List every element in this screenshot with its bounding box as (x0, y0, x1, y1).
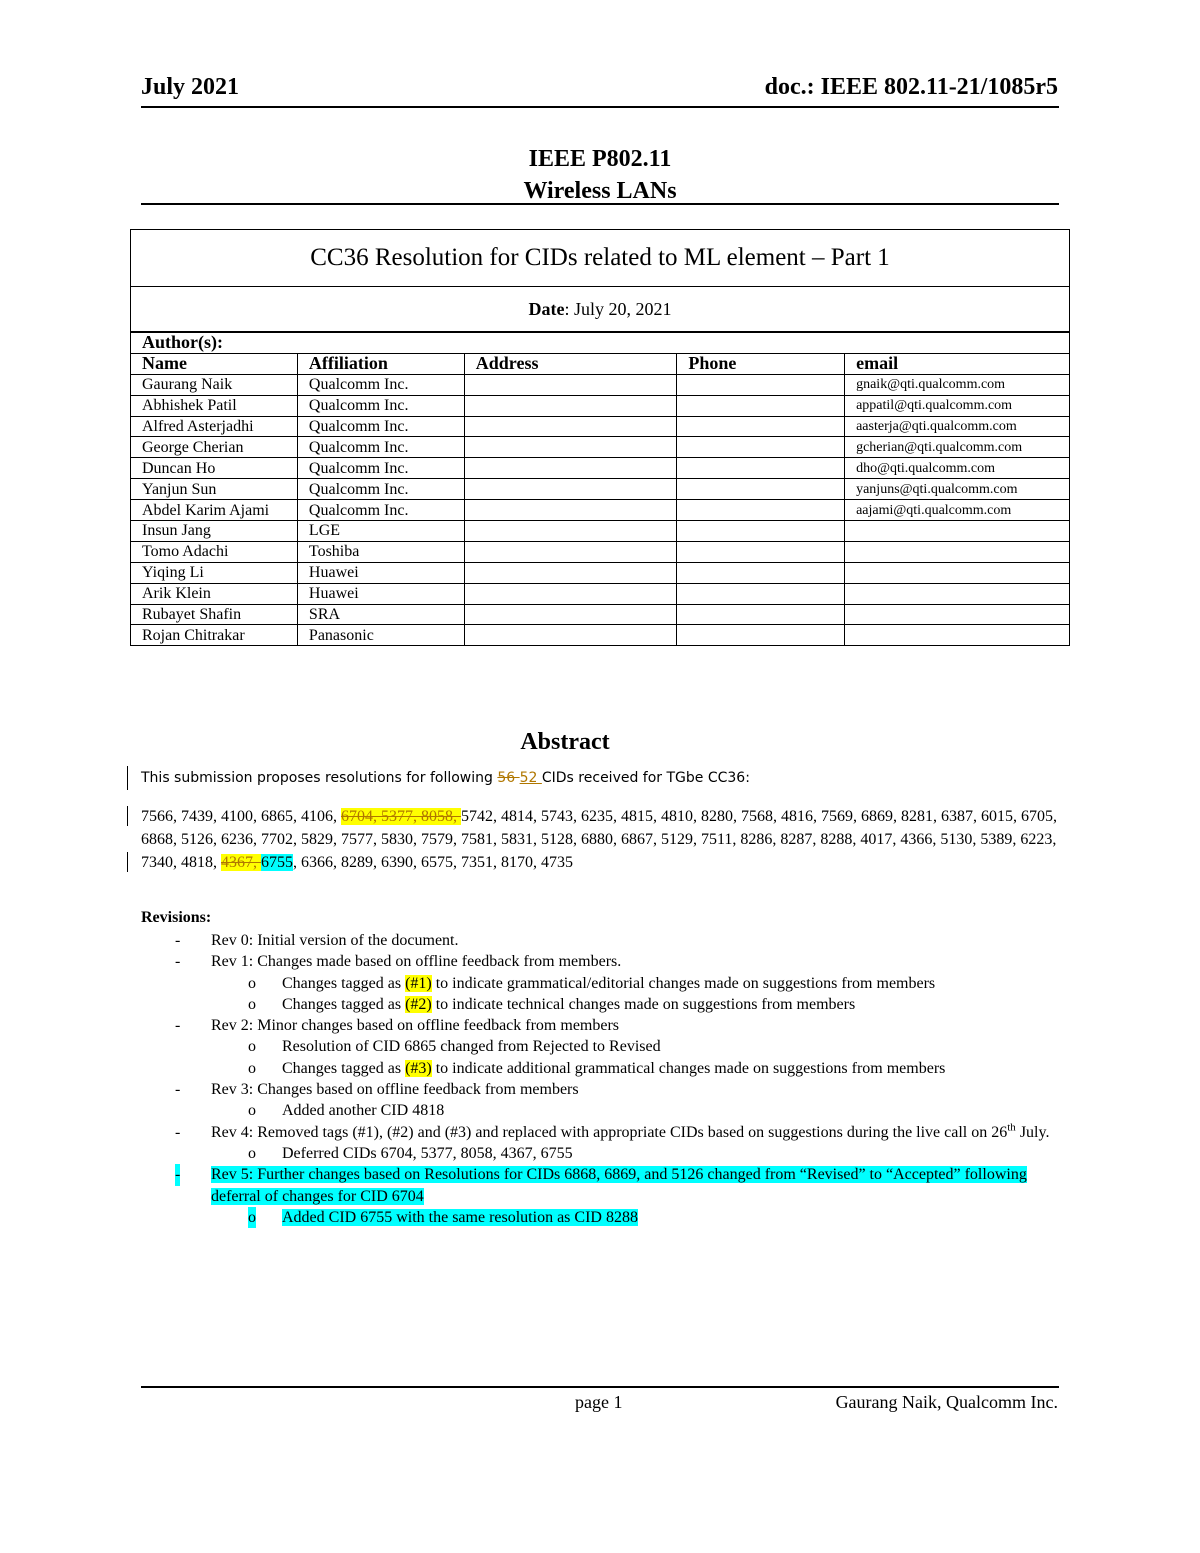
author-name: Abhishek Patil (131, 395, 298, 416)
author-email (845, 625, 1070, 646)
author-name: Yiqing Li (131, 562, 298, 583)
dash-bullet: - (175, 1164, 180, 1185)
cid-list (141, 805, 1065, 874)
intro-text: This submission proposes resolutions for following (141, 770, 498, 786)
author-affiliation: Toshiba (297, 541, 464, 562)
revision-text: Changes tagged as (282, 1059, 406, 1077)
author-row (131, 625, 1070, 646)
author-phone (677, 374, 845, 395)
revision-item (141, 1079, 1061, 1100)
revision-subitem (141, 1058, 1061, 1079)
col-phone: Phone (677, 353, 845, 374)
circle-bullet: o (248, 1038, 256, 1056)
author-email: gcherian@qti.qualcomm.com (845, 437, 1070, 458)
dash-bullet: - (175, 932, 181, 949)
revision-text: Rev 5: Further changes based on Resolutions for CIDs 6868, 6869, and 5126 changed from “Revised” to “Accepted” following deferral of changes for CID 6704 (211, 1166, 1027, 1205)
authors-label: Author(s): (131, 333, 1070, 354)
author-row (131, 604, 1070, 625)
document-meta-table (130, 229, 1070, 332)
col-email: email (845, 353, 1070, 374)
dash-bullet: - (175, 1017, 181, 1035)
cid-text: , 6366, 8289, 6390, 6575, 7351, 8170, 4735 (293, 854, 573, 871)
author-affiliation: Huawei (297, 583, 464, 604)
revision-text: Added another CID 4818 (282, 1102, 445, 1120)
author-email (845, 521, 1070, 542)
cid-text: 5742, 4814, 5743, 6235, 4815, 4810, 8280, 7568, 4816, 7569, 6869, 8281, 6387, 6015, 6705, 6868, 5126, 6236, 7702, 5829, 7577, 5830, 7579, 7581, 5831, 5128, 6880, 6867, 5129, 7511, 8286, 8287, 8288, 4017, 4366, 5130, 5389, 6223, 7340, 4818, (141, 808, 1057, 871)
deleted-count: 56 (497, 770, 520, 786)
author-email: yanjuns@qti.qualcomm.com (845, 479, 1070, 500)
header-doc-id: doc.: IEEE 802.11-21/1085r5 (764, 74, 1058, 100)
author-row (131, 479, 1070, 500)
circle-bullet: o (248, 1144, 256, 1162)
cid-text: 7566, 7439, 4100, 6865, 4106, (141, 808, 341, 825)
added-cid: 6755 (261, 854, 293, 871)
revision-text: to indicate additional grammatical changes made on suggestions from members (431, 1059, 946, 1077)
title-rule (141, 203, 1059, 205)
author-address (464, 583, 677, 604)
deleted-cids: 6704, 5377, 8058, (341, 808, 461, 825)
change-tag: (#2) (405, 995, 432, 1013)
author-name: Insun Jang (131, 521, 298, 542)
author-email: aajami@qti.qualcomm.com (845, 500, 1070, 521)
author-row (131, 416, 1070, 437)
intro-text-end: CIDs received for TGbe CC36: (541, 770, 750, 786)
author-row (131, 395, 1070, 416)
author-address (464, 562, 677, 583)
revisions-list (141, 930, 1061, 1228)
author-row (131, 458, 1070, 479)
revision-text: Rev 1: Changes made based on offline feedback from members. (211, 953, 622, 971)
abstract-heading: Abstract (520, 729, 610, 755)
author-affiliation: Qualcomm Inc. (297, 374, 464, 395)
author-email (845, 541, 1070, 562)
author-address (464, 541, 677, 562)
revision-item (141, 951, 1061, 972)
document-date (131, 287, 1070, 332)
author-address (464, 416, 677, 437)
revision-subitem (141, 1207, 1061, 1228)
circle-bullet: o (248, 974, 256, 992)
author-phone (677, 541, 845, 562)
authors-table (130, 332, 1070, 646)
author-affiliation: Qualcomm Inc. (297, 395, 464, 416)
revision-subitem (141, 1100, 1061, 1121)
date-label: Date (528, 298, 565, 319)
author-affiliation: Qualcomm Inc. (297, 500, 464, 521)
revision-text: Deferred CIDs 6704, 5377, 8058, 4367, 6755 (282, 1144, 573, 1162)
author-email: dho@qti.qualcomm.com (845, 458, 1070, 479)
revision-subitem (141, 1143, 1061, 1164)
circle-bullet: o (248, 1207, 256, 1228)
author-row (131, 521, 1070, 542)
author-phone (677, 500, 845, 521)
author-phone (677, 458, 845, 479)
change-tag: (#3) (405, 1059, 432, 1077)
author-email (845, 583, 1070, 604)
author-email: gnaik@qti.qualcomm.com (845, 374, 1070, 395)
author-name: Gaurang Naik (131, 374, 298, 395)
abstract-intro (141, 770, 750, 786)
author-phone (677, 437, 845, 458)
author-name: Alfred Asterjadhi (131, 416, 298, 437)
deleted-cids: 4367, (221, 854, 261, 871)
revisions-heading: Revisions: (141, 909, 212, 926)
author-phone (677, 521, 845, 542)
revision-subitem (141, 973, 1061, 994)
footer-rule (141, 1386, 1059, 1388)
author-address (464, 500, 677, 521)
change-tag: (#1) (405, 974, 432, 992)
author-address (464, 521, 677, 542)
author-address (464, 625, 677, 646)
change-bar (127, 766, 128, 790)
col-name: Name (131, 353, 298, 374)
change-bar (127, 852, 128, 872)
revision-text: Rev 2: Minor changes based on offline feedback from members (211, 1017, 620, 1035)
author-row (131, 500, 1070, 521)
author-address (464, 437, 677, 458)
date-value: : July 20, 2021 (564, 298, 672, 319)
author-email (845, 604, 1070, 625)
circle-bullet: o (248, 995, 256, 1013)
revision-item (141, 1122, 1061, 1143)
dash-bullet: - (175, 1081, 181, 1099)
document-title: CC36 Resolution for CIDs related to ML element – Part 1 (131, 230, 1070, 287)
revision-text: Changes tagged as (282, 974, 406, 992)
author-email (845, 562, 1070, 583)
revision-item (141, 1164, 1061, 1207)
author-phone (677, 583, 845, 604)
author-address (464, 395, 677, 416)
footer-author: Gaurang Naik, Qualcomm Inc. (835, 1392, 1058, 1412)
author-phone (677, 395, 845, 416)
circle-bullet: o (248, 1102, 256, 1120)
author-name: Tomo Adachi (131, 541, 298, 562)
author-name: Yanjun Sun (131, 479, 298, 500)
author-row (131, 437, 1070, 458)
author-phone (677, 604, 845, 625)
header-rule (141, 106, 1059, 108)
author-row (131, 562, 1070, 583)
header-date: July 2021 (141, 74, 240, 100)
author-phone (677, 625, 845, 646)
revision-subitem (141, 1036, 1061, 1057)
author-affiliation: Qualcomm Inc. (297, 437, 464, 458)
revision-text: July. (1015, 1123, 1050, 1141)
revision-item (141, 1015, 1061, 1036)
author-affiliation: Qualcomm Inc. (297, 479, 464, 500)
dash-bullet: - (175, 953, 181, 971)
revision-item (141, 930, 1061, 951)
revision-text: Rev 4: Removed tags (#1), (#2) and (#3) and replaced with appropriate CIDs based on suggestions during the live call on 26 (211, 1123, 1008, 1141)
author-affiliation: LGE (297, 521, 464, 542)
col-address: Address (464, 353, 677, 374)
author-affiliation: SRA (297, 604, 464, 625)
author-phone (677, 479, 845, 500)
author-address (464, 479, 677, 500)
author-name: Arik Klein (131, 583, 298, 604)
revision-text: Added CID 6755 with the same resolution as CID 8288 (282, 1208, 638, 1226)
author-name: Rojan Chitrakar (131, 625, 298, 646)
revision-text: to indicate grammatical/editorial changes made on suggestions from members (431, 974, 936, 992)
author-affiliation: Huawei (297, 562, 464, 583)
author-affiliation: Panasonic (297, 625, 464, 646)
authors-header-row (131, 353, 1070, 374)
author-address (464, 374, 677, 395)
inserted-count: 52 (519, 770, 542, 786)
author-row (131, 583, 1070, 604)
circle-bullet: o (248, 1059, 256, 1077)
superscript: th (1007, 1121, 1016, 1134)
footer-page: page 1 (575, 1392, 623, 1412)
revision-subitem (141, 994, 1061, 1015)
author-address (464, 604, 677, 625)
author-row (131, 541, 1070, 562)
revision-text: Resolution of CID 6865 changed from Rejected to Revised (282, 1038, 661, 1056)
author-affiliation: Qualcomm Inc. (297, 416, 464, 437)
author-email: appatil@qti.qualcomm.com (845, 395, 1070, 416)
title-line2: Wireless LANs (523, 178, 677, 204)
author-name: Rubayet Shafin (131, 604, 298, 625)
revision-text: Rev 3: Changes based on offline feedback from members (211, 1081, 579, 1099)
author-name: Abdel Karim Ajami (131, 500, 298, 521)
author-phone (677, 562, 845, 583)
title-line1: IEEE P802.11 (528, 146, 672, 172)
author-email: aasterja@qti.qualcomm.com (845, 416, 1070, 437)
author-row (131, 374, 1070, 395)
author-affiliation: Qualcomm Inc. (297, 458, 464, 479)
change-bar (127, 806, 128, 826)
author-address (464, 458, 677, 479)
revision-text: to indicate technical changes made on suggestions from members (431, 995, 856, 1013)
author-phone (677, 416, 845, 437)
col-affiliation: Affiliation (297, 353, 464, 374)
revision-text: Changes tagged as (282, 995, 406, 1013)
author-name: George Cherian (131, 437, 298, 458)
dash-bullet: - (175, 1123, 181, 1141)
author-name: Duncan Ho (131, 458, 298, 479)
revision-text: Rev 0: Initial version of the document. (211, 932, 459, 949)
